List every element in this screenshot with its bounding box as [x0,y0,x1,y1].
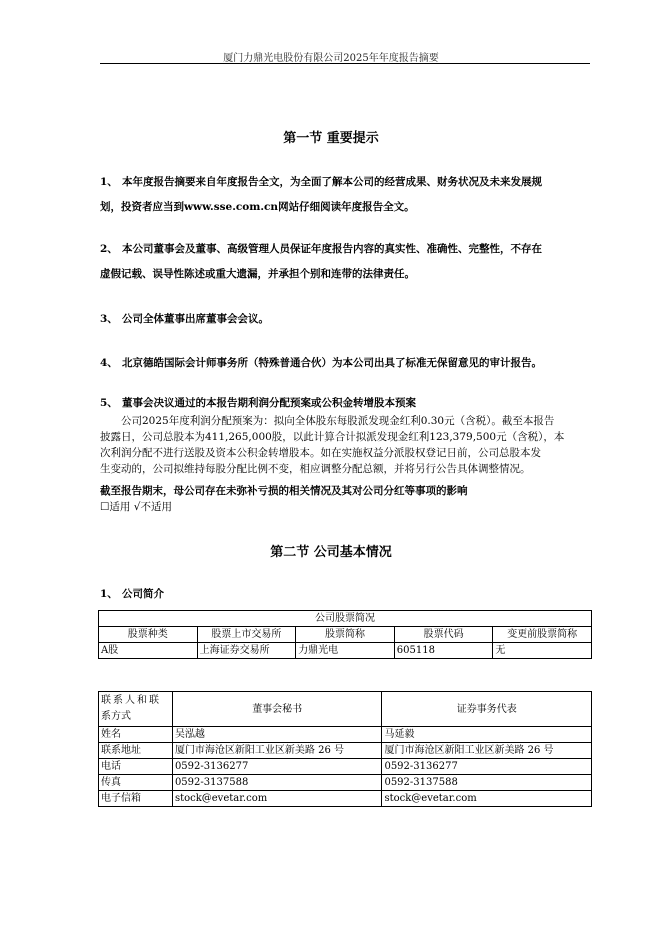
secretary-address: 厦门市海沧区新阳工业区新美路 26 号 [172,743,382,759]
secretary-phone: 0592-3136277 [172,759,382,775]
profit-line: 公司2025年度利润分配预案为：拟向全体股东每股派发现金红利0.30元（含税）。截至本报告 [121,415,555,427]
profit-line: 披露日，公司总股本为411,265,000股，以此计算合计拟派发现金红利123,379,500元（含税），本 [100,431,565,443]
stock-type: A股 [99,643,198,659]
notice-item-1 [100,170,592,220]
rep-name: 马延毅 [382,727,592,743]
securities-rep-header: 证券事务代表 [382,692,592,727]
item-text: 公司简介 [122,588,164,600]
profit-line: 生变动的，公司拟维持每股分配比例不变，相应调整分配总额，并将另行公告具体调整情况。 [100,463,531,475]
secretary-email: stock@evetar.com [172,791,382,807]
item-number: 2、 [100,243,118,255]
stock-header-code: 股票代码 [394,627,493,643]
section1-title: 第一节 重要提示 [283,131,379,146]
stock-info-table [98,610,592,659]
stock-short-name: 力鼎光电 [296,643,395,659]
notice-item-2 [100,237,592,287]
stock-code: 605118 [394,643,493,659]
notice-item-5 [100,394,592,412]
item-number: 3、 [100,313,118,325]
item-text: 北京德皓国际会计师事务所（特殊普通合伙）为本公司出具了标准无保留意见的审计报告。 [122,357,542,369]
rep-phone: 0592-3136277 [382,759,592,775]
stock-table-caption: 公司股票简况 [99,611,592,627]
item-number: 1、 [100,588,118,600]
stock-exchange: 上海证券交易所 [197,643,296,659]
notice-item-3 [100,307,592,332]
stock-header-type: 股票种类 [99,627,198,643]
item-text-continued: 划，投资者应当到www.sse.com.cn网站仔细阅读年度报告全文。 [100,201,415,213]
contact-info-table [98,691,592,807]
item-text: 公司全体董事出席董事会会议。 [122,313,269,325]
item-number: 1、 [100,176,118,188]
row-label-fax: 传真 [99,775,173,791]
rep-address: 厦门市海沧区新阳工业区新美路 26 号 [382,743,592,759]
section2-title: 第二节 公司基本情况 [270,545,392,560]
header-divider [100,63,590,64]
secretary-name: 吴泓越 [172,727,382,743]
item-text: 董事会决议通过的本报告期利润分配预案或公积金转增股本预案 [122,397,416,409]
rep-email: stock@evetar.com [382,791,592,807]
item-number: 4、 [100,357,118,369]
row-label-name: 姓名 [99,727,173,743]
secretary-fax: 0592-3137588 [172,775,382,791]
row-label-address: 联系地址 [99,743,173,759]
page-header: 厦门力鼎光电股份有限公司2025年年度报告摘要 [223,53,439,64]
stock-header-exchange: 股票上市交易所 [197,627,296,643]
profit-line: 次利润分配不进行送股及资本公积金转增股本。如在实施权益分派股权登记日前，公司总股本发 [100,447,541,459]
item-text: 本年度报告摘要来自年度报告全文，为全面了解本公司的经营成果、财务状况及未来发展规 [122,176,542,188]
loss-options: ☐适用 √不适用 [100,501,172,513]
rep-fax: 0592-3137588 [382,775,592,791]
profit-distribution-paragraph [100,413,592,477]
stock-header-former-name: 变更前股票简称 [493,627,592,643]
row-label-email: 电子信箱 [99,791,173,807]
notice-item-4 [100,351,592,376]
item-text: 本公司董事会及董事、高级管理人员保证年度报告内容的真实性、准确性、完整性，不存在 [122,243,542,255]
contact-corner-header: 联系人和联 系方式 [99,692,173,727]
company-intro-heading [100,584,592,604]
stock-header-short-name: 股票简称 [296,627,395,643]
stock-former-name: 无 [493,643,592,659]
item-text-continued: 虚假记载、误导性陈述或重大遗漏，并承担个别和连带的法律责任。 [100,268,415,280]
row-label-phone: 电话 [99,759,173,775]
board-secretary-header: 董事会秘书 [172,692,382,727]
loss-title: 截至报告期末，母公司存在未弥补亏损的相关情况及其对公司分红等事项的影响 [100,485,468,497]
item-number: 5、 [100,397,118,409]
